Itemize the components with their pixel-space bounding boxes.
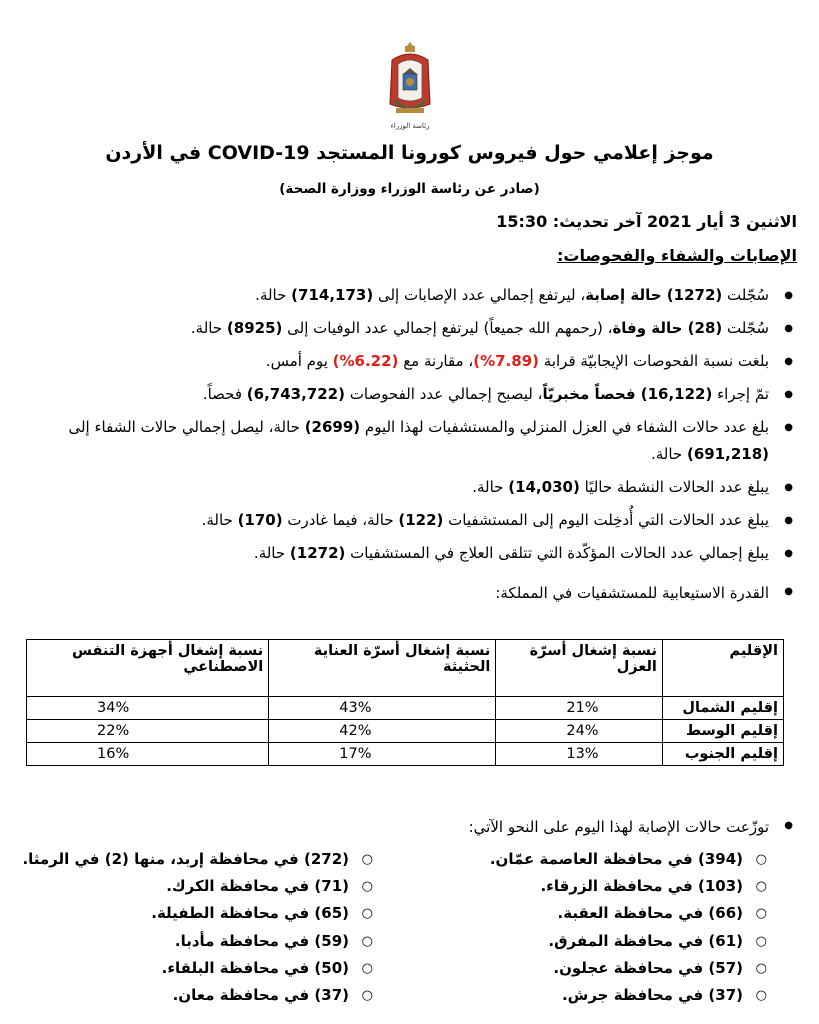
column-header: نسبة إشغال أجهزة التنفس الاصطناعي bbox=[27, 640, 269, 697]
table-cell: 13% bbox=[496, 743, 663, 766]
governorate-list-right bbox=[490, 846, 771, 1009]
section-title: الإصابات والشفاء والفحوصات: bbox=[557, 246, 797, 265]
column-header: نسبة إشغال أسرّة العزل bbox=[496, 640, 663, 697]
list-item: ● يبلغ عدد الحالات النشطة حاليًا (14,030) حالة. bbox=[27, 474, 797, 501]
table-cell: 24% bbox=[496, 720, 663, 743]
distribution-title: ● توزّعت حالات الإصابة لهذا اليوم على النحو الآتي: bbox=[469, 818, 797, 836]
table-row bbox=[27, 720, 784, 743]
list-item: ○ (71) في محافظة الكرك. bbox=[22, 873, 377, 900]
list-item: ○ (59) في محافظة مأدبا. bbox=[22, 928, 377, 955]
table-cell: 21% bbox=[496, 697, 663, 720]
table-cell: 17% bbox=[269, 743, 496, 766]
list-item: ○ (103) في محافظة الزرقاء. bbox=[490, 873, 771, 900]
list-item: ● بلغ عدد حالات الشفاء في العزل المنزلي والمستشفيات لهذا اليوم (2699) حالة، ليصل إجمالي حالات الشفاء إلى (691,218) حالة. bbox=[27, 414, 797, 468]
list-item: ● سُجّلت (28) حالة وفاة، (رحمهم الله جميعاً) ليرتفع إجمالي عدد الوفيات إلى (8925) حالة. bbox=[27, 315, 797, 342]
list-item: ○ (272) في محافظة إربد، منها (2) في الرمثا. bbox=[22, 846, 377, 873]
column-header: الإقليم bbox=[662, 640, 783, 697]
list-item: ○ (57) في محافظة عجلون. bbox=[490, 955, 771, 982]
list-item: ● يبلغ إجمالي عدد الحالات المؤكّدة التي تتلقى العلاج في المستشفيات (1272) حالة. bbox=[27, 540, 797, 567]
capacity-table bbox=[26, 639, 784, 766]
list-item: ○ (37) في محافظة جرش. bbox=[490, 982, 771, 1009]
list-item: ● بلغت نسبة الفحوصات الإيجابيّة قرابة (7.89%)، مقارنة مع (6.22%) يوم أمس. bbox=[27, 348, 797, 375]
list-item: ● تمّ إجراء (16,122) فحصاً مخبريّاً، ليصبح إجمالي عدد الفحوصات (6,743,722) فحصاً. bbox=[27, 381, 797, 408]
list-item: ○ (50) في محافظة البلقاء. bbox=[22, 955, 377, 982]
table-cell: 16% bbox=[27, 743, 269, 766]
capacity-title: ● القدرة الاستيعابية للمستشفيات في المملكة: bbox=[495, 584, 797, 602]
list-item: ● سُجّلت (1272) حالة إصابة، ليرتفع إجمالي عدد الإصابات إلى (714,173) حالة. bbox=[27, 282, 797, 309]
date-line: الاثنين 3 أيار 2021 آخر تحديث: 15:30 bbox=[496, 212, 797, 231]
table-row bbox=[27, 697, 784, 720]
page-title: موجز إعلامي حول فيروس كورونا المستجد COVID-19 في الأردن bbox=[105, 142, 714, 164]
list-item: ○ (66) في محافظة العقبة. bbox=[490, 900, 771, 927]
region-cell: إقليم الجنوب bbox=[662, 743, 783, 766]
emblem-caption: رئاسة الوزراء bbox=[390, 122, 430, 130]
page-subtitle: (صادر عن رئاسة الوزراء ووزارة الصحة) bbox=[279, 181, 540, 197]
list-item: ○ (65) في محافظة الطفيلة. bbox=[22, 900, 377, 927]
column-header: نسبة إشغال أسرّة العناية الحثيثة bbox=[269, 640, 496, 697]
region-cell: إقليم الشمال bbox=[662, 697, 783, 720]
list-item: ○ (61) في محافظة المفرق. bbox=[490, 928, 771, 955]
table-row bbox=[27, 743, 784, 766]
list-item: ○ (37) في محافظة معان. bbox=[22, 982, 377, 1009]
governorate-list-left bbox=[22, 846, 377, 1009]
list-item: ○ (394) في محافظة العاصمة عمّان. bbox=[490, 846, 771, 873]
region-cell: إقليم الوسط bbox=[662, 720, 783, 743]
list-item: ● يبلغ عدد الحالات التي أُدخِلت اليوم إلى المستشفيات (122) حالة، فيما غادرت (170) حالة. bbox=[27, 507, 797, 534]
statistics-list bbox=[27, 282, 797, 573]
table-cell: 22% bbox=[27, 720, 269, 743]
jordan-coat-of-arms-icon bbox=[384, 38, 436, 138]
table-cell: 43% bbox=[269, 697, 496, 720]
table-header-row bbox=[27, 640, 784, 697]
table-cell: 42% bbox=[269, 720, 496, 743]
table-cell: 34% bbox=[27, 697, 269, 720]
